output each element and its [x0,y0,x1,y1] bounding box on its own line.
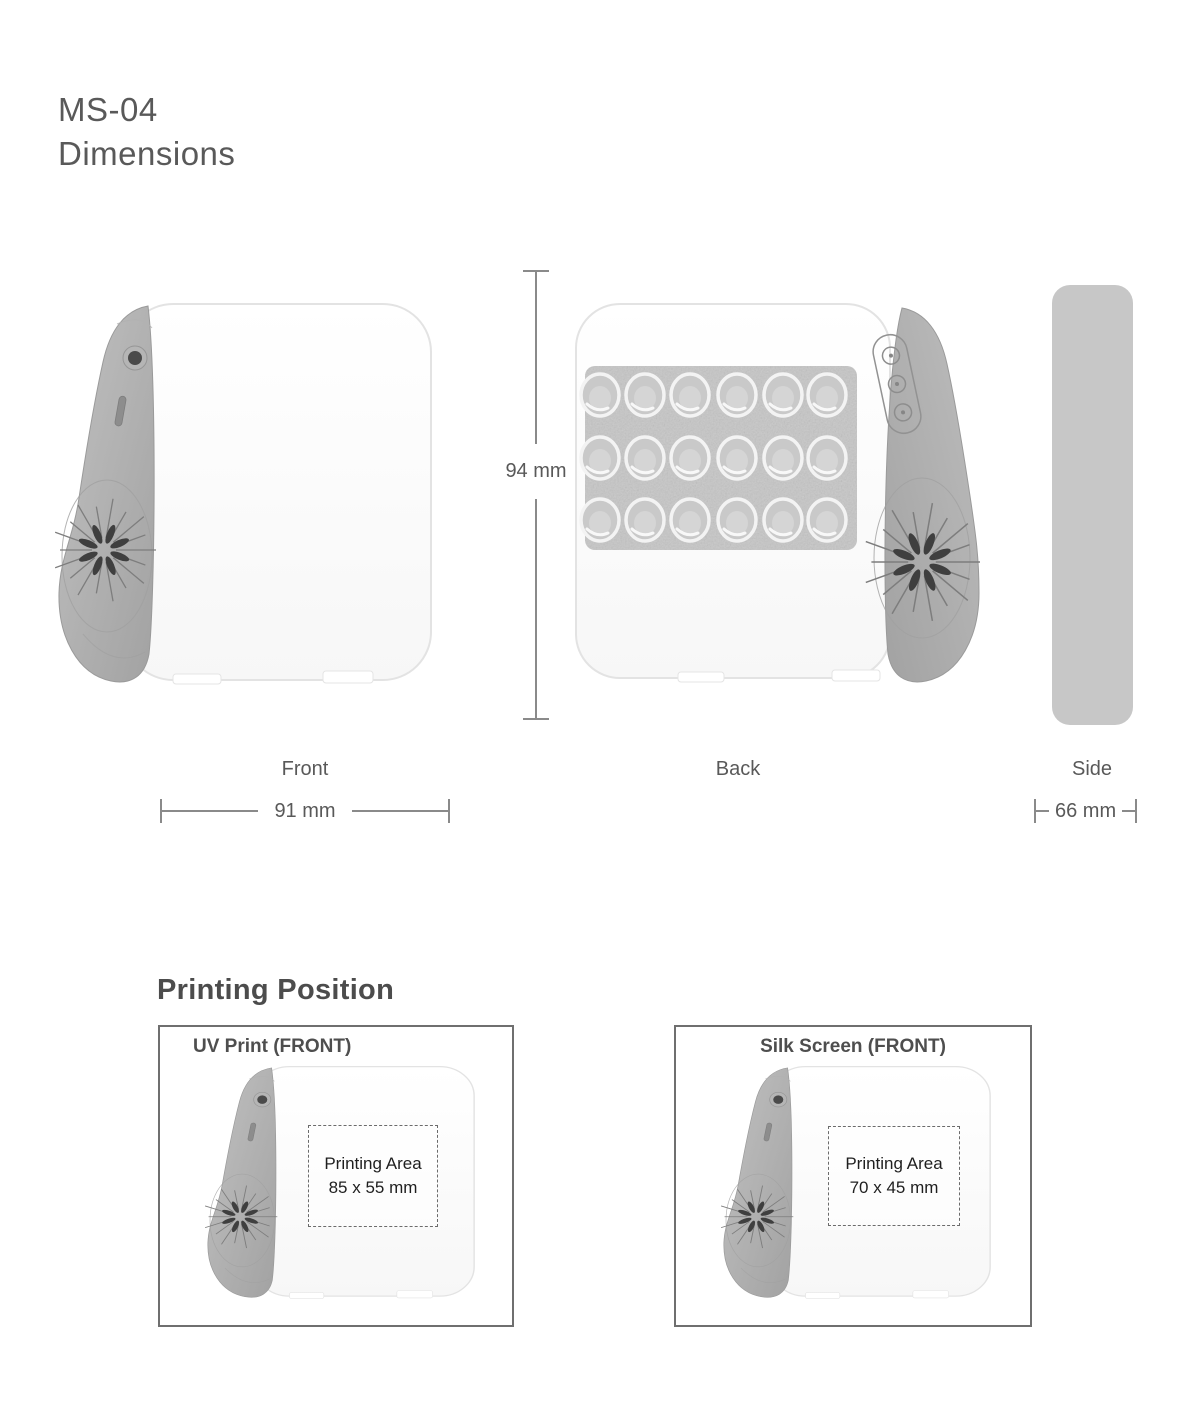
uv-print-box [158,1025,514,1327]
height-dimension-label: 94 mm [505,460,567,482]
printing-position-heading: Printing Position [157,974,395,1006]
dimension-line-upper [535,272,537,444]
side-view-illustration [1052,285,1133,725]
side-width-dimension [1034,798,1148,824]
uv-print-title: UV Print (FRONT) [193,1036,352,1057]
dimension-line-right [352,810,448,812]
height-dimension [505,270,567,720]
foot-right [832,670,880,681]
front-view-label: Front [281,758,329,780]
silk-screen-box [674,1025,1032,1327]
printing-area-label: Printing Area [324,1154,422,1173]
side-view-label: Side [1071,758,1113,780]
printing-area-size: 85 x 55 mm [328,1178,418,1197]
dimension-line-lower [535,499,537,718]
back-view-illustration [570,296,980,688]
uv-printing-area [308,1125,438,1227]
front-width-label: 91 mm [274,799,336,822]
page-title [58,88,235,176]
dimension-tick-right [448,799,450,823]
back-view-label: Back [715,758,761,780]
side-panel-back [885,308,979,682]
product-front [55,304,431,684]
foot-left [678,672,724,682]
silk-screen-printing-area [828,1126,960,1226]
front-width-dimension [160,798,450,824]
dimension-line-right [1122,810,1135,812]
model-name: MS-04 [58,91,158,128]
dimension-line-left [1036,810,1049,812]
dimension-tick-right [1135,799,1137,823]
dimension-line-left [162,810,258,812]
silk-screen-title: Silk Screen (FRONT) [760,1036,946,1057]
printing-area-label: Printing Area [845,1154,943,1173]
suction-pad [580,366,857,550]
page-subtitle: Dimensions [58,135,236,172]
front-view-illustration [55,298,435,688]
printing-area-size: 70 x 45 mm [849,1178,939,1197]
side-width-label: 66 mm [1055,799,1117,822]
dimension-tick-bottom [523,718,549,720]
